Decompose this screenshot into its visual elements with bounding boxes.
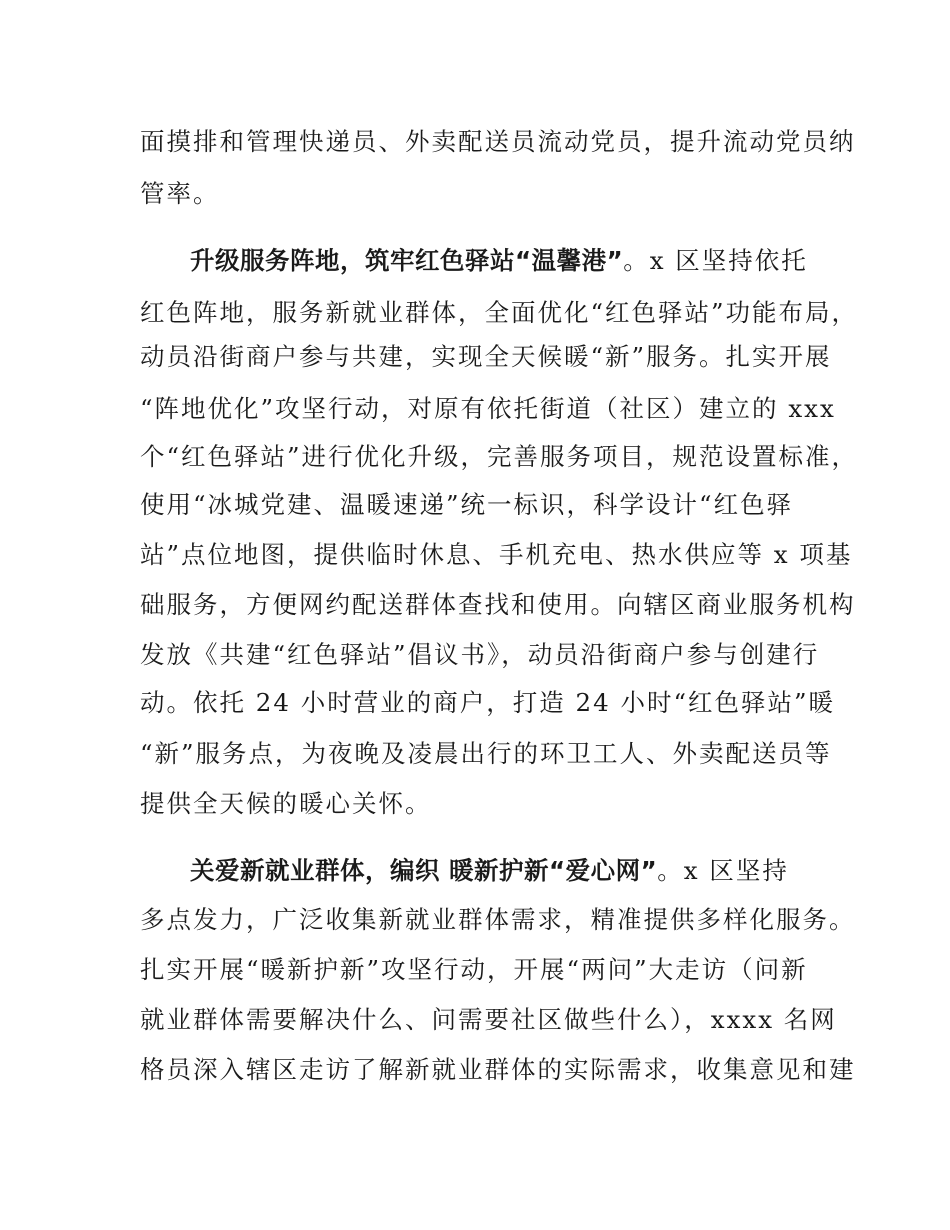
station-line-11: 提供全天候的暖心关怀。: [140, 789, 432, 818]
station-line-7: 础服务，方便网约配送群体查找和使用。向辖区商业服务机构: [140, 590, 856, 619]
intro-line-2: 管率。: [140, 179, 220, 208]
care-line-3: 就业群体需要解决什么、问需要社区做些什么），xxxx 名网: [140, 1005, 837, 1034]
station-line-10: “新”服务点，为夜晚及凌晨出行的环卫工人、外卖配送员等: [140, 739, 832, 768]
care-heading-line: [190, 854, 830, 888]
care-line-4: 格员深入辖区走访了解新就业群体的实际需求，收集意见和建: [140, 1055, 856, 1084]
care-heading: 关爱新就业群体，编织 暖新护新“爱心网”: [190, 856, 658, 885]
station-line-1: 红色阵地，服务新就业群体，全面优化“红色驿站”功能布局，: [140, 298, 859, 327]
station-line-3: “阵地优化”攻坚行动，对原有依托街道（社区）建立的 xxx: [140, 394, 836, 423]
station-line-6: 站”点位地图，提供临时休息、手机充电、热水供应等 x 项基: [140, 540, 853, 569]
station-heading: 升级服务阵地，筑牢红色驿站“温馨港”: [190, 246, 624, 275]
station-line-4: 个“红色驿站”进行优化升级，完善服务项目，规范设置标准，: [140, 442, 859, 471]
care-line-1: 多点发力，广泛收集新就业群体需求，精准提供多样化服务。: [140, 905, 856, 934]
station-line-9: 动。依托 24 小时营业的商户，打造 24 小时“红色驿站”暖: [140, 688, 836, 717]
station-line-5: 使用“冰城党建、温暖速递”统一标识，科学设计“红色驿: [140, 490, 794, 519]
station-heading-tail: 。x 区坚持依托: [623, 246, 808, 275]
care-line-2: 扎实开展“暖新护新”攻坚行动，开展“两问”大走访（问新: [140, 955, 808, 984]
intro-line-1: 面摸排和管理快递员、外卖配送员流动党员，提升流动党员纳: [140, 127, 856, 156]
station-line-8: 发放《共建“红色驿站”倡议书》，动员沿街商户参与创建行: [140, 640, 820, 669]
station-line-2: 动员沿街商户参与共建，实现全天候暖“新”服务。扎实开展: [140, 342, 832, 371]
station-heading-line: [190, 244, 830, 278]
care-heading-tail: 。x 区坚持: [657, 856, 789, 885]
